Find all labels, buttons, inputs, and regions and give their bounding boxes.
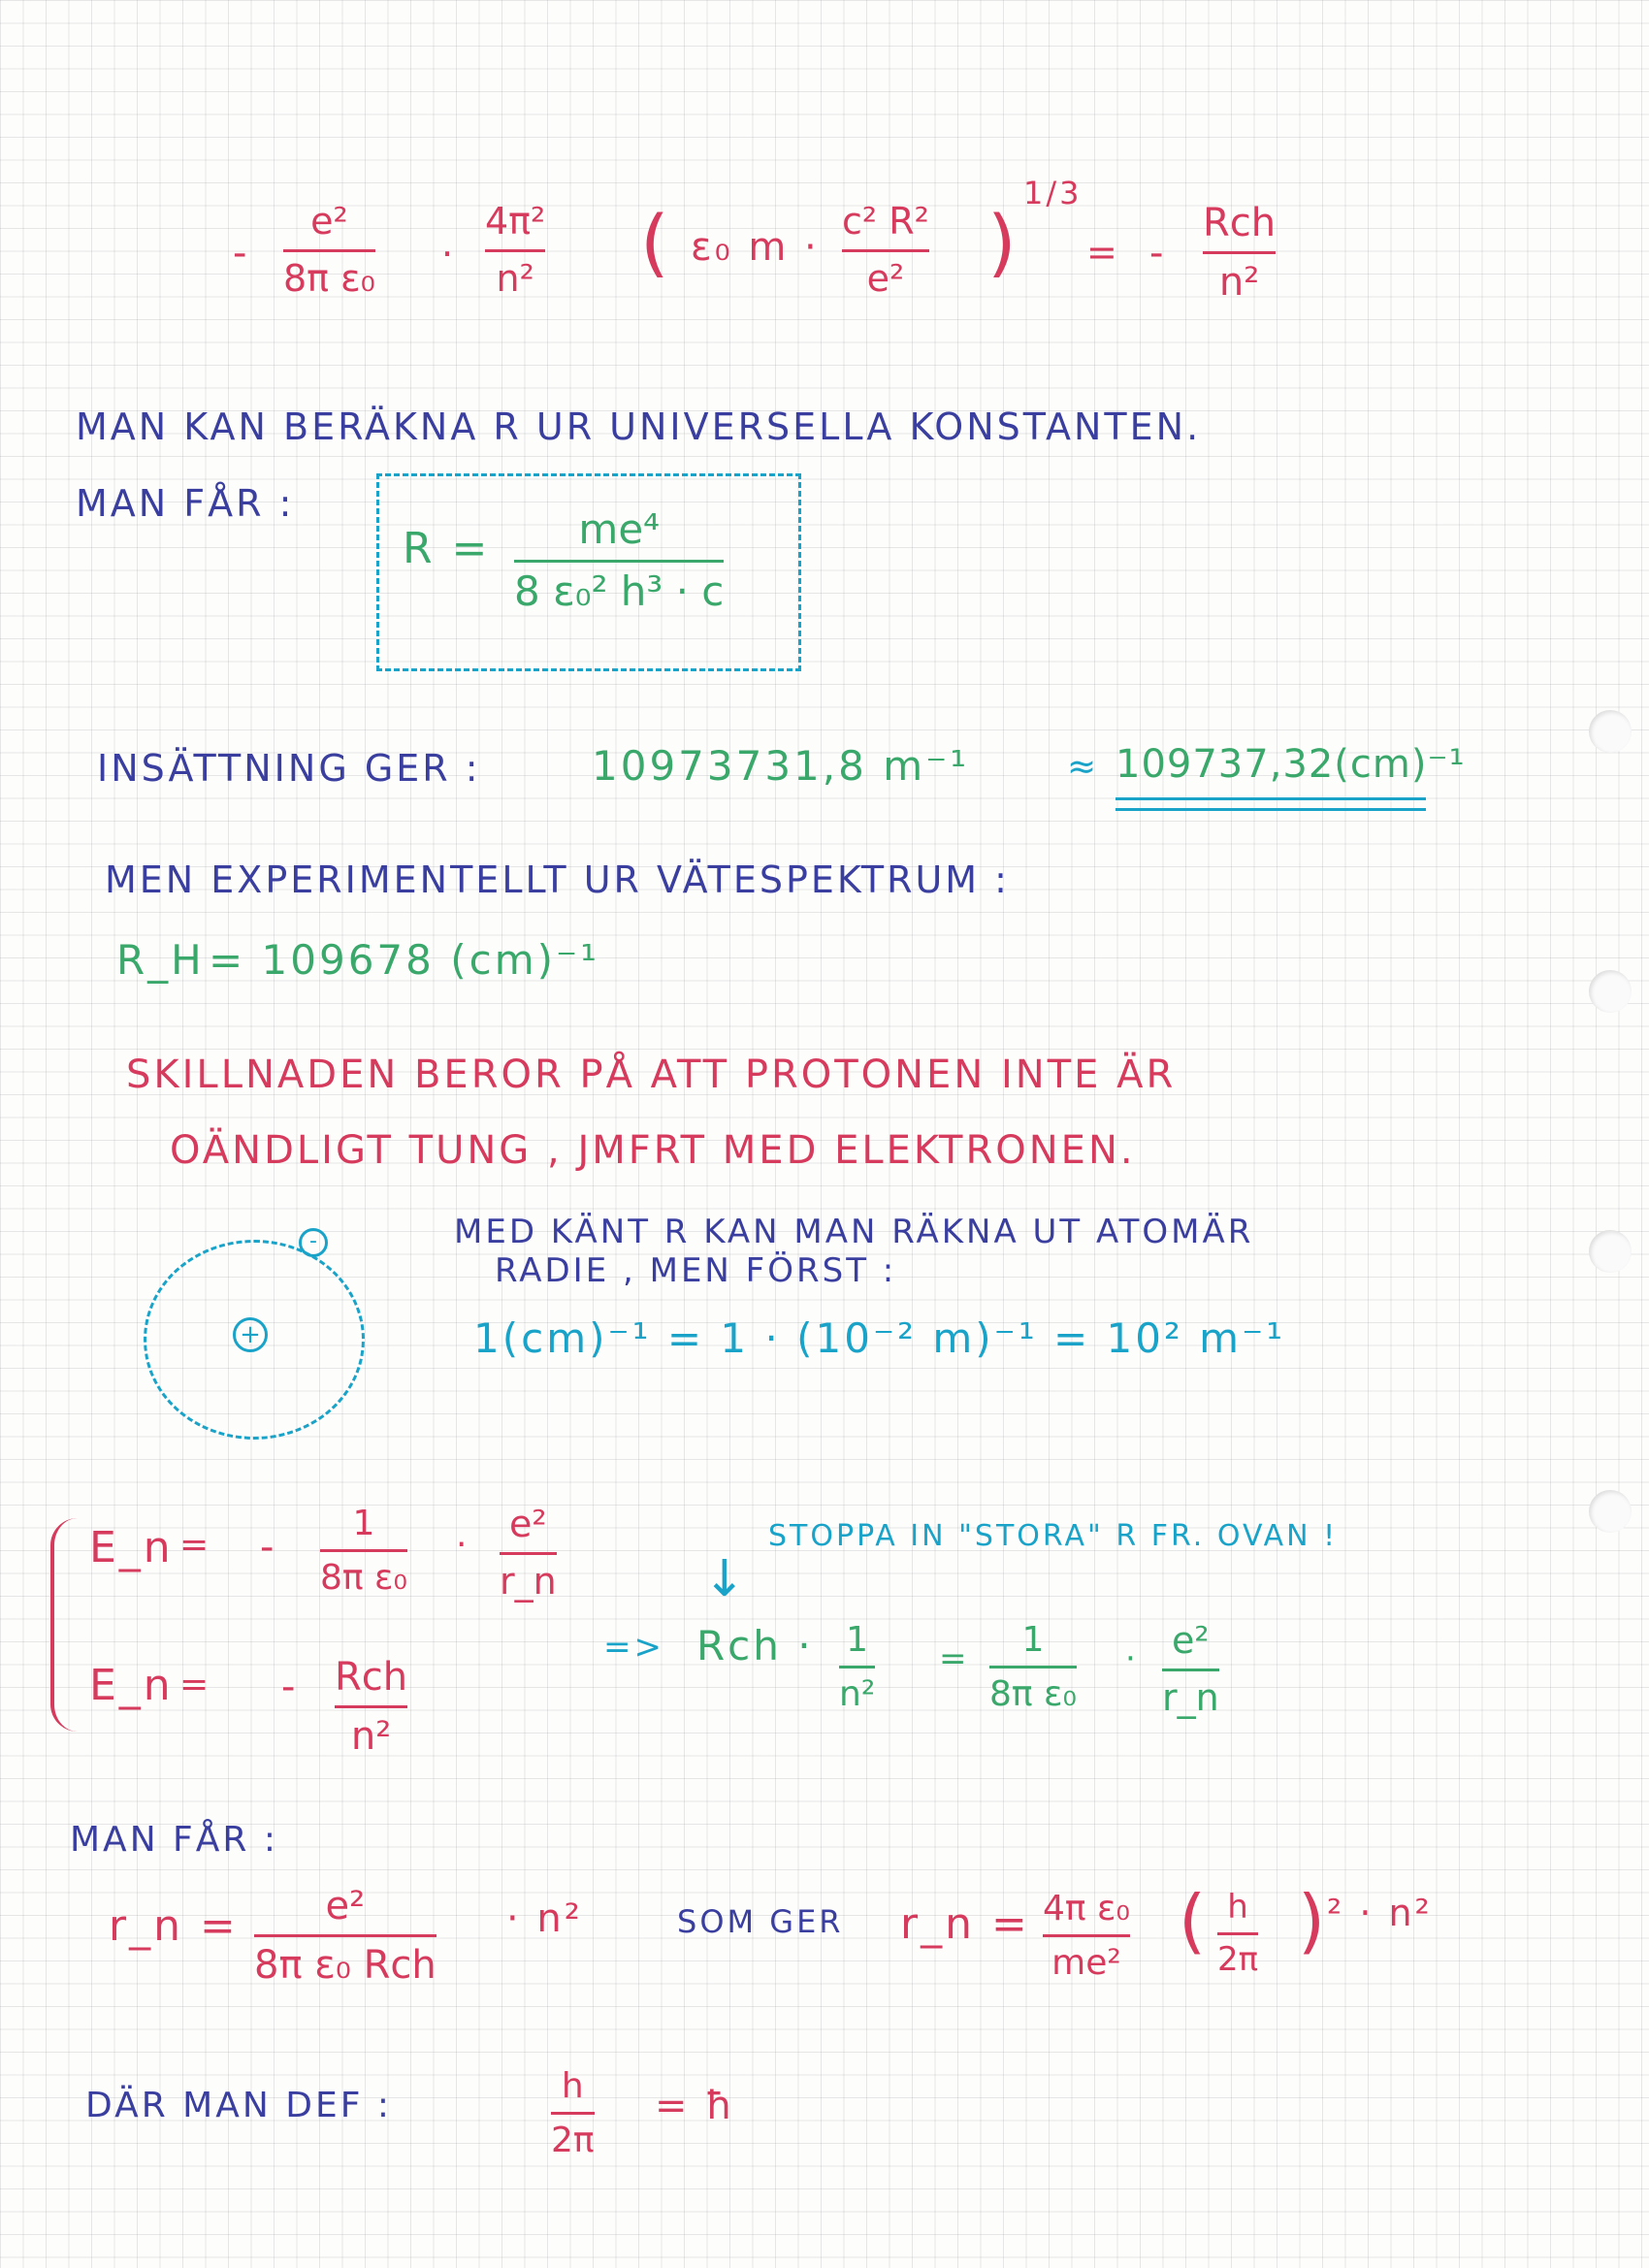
eq1-paren-body: ε₀ m ·	[691, 225, 820, 270]
implies-fraction-3	[1162, 1618, 1219, 1721]
electron-icon: -	[299, 1228, 328, 1257]
text-som-ger: SOM GER	[677, 1903, 844, 1940]
e1-eq: =	[179, 1525, 212, 1565]
rn2-h-num: h	[1227, 1888, 1248, 1927]
eq1-f2-num: 4π²	[485, 200, 546, 243]
insattning-approx: ≈	[1067, 747, 1100, 787]
rh-lhs: R_H	[116, 936, 205, 984]
dar-rhs: = ħ	[655, 2084, 736, 2128]
implies-eq: =	[939, 1639, 970, 1678]
eq1-fraction-4	[1203, 199, 1276, 307]
rn2-den: me²	[1051, 1943, 1121, 1983]
implies-fraction-1	[839, 1618, 875, 1716]
eq1-f4-den: n²	[1218, 260, 1260, 305]
insattning-approx-value: 109737,32(cm)⁻¹	[1116, 742, 1466, 787]
text-med-kant-2: RADIE , MEN FÖRST :	[495, 1251, 897, 1290]
binder-hole	[1589, 1490, 1632, 1533]
insattning-label: INSÄTTNING GER :	[97, 747, 481, 790]
eq1-f3-den: e²	[866, 256, 905, 300]
eq1-paren-open: (	[640, 199, 669, 285]
rn2-fraction	[1043, 1887, 1130, 1985]
binder-hole	[1589, 970, 1632, 1013]
rn2-num: 4π ε₀	[1043, 1889, 1130, 1928]
insattning-value: 10973731,8 m⁻¹	[592, 742, 970, 790]
boxed-num: me⁴	[578, 505, 660, 553]
text-line-universella: MAN KAN BERÄKNA R UR UNIVERSELLA KONSTANTEN.	[76, 405, 1202, 448]
eq1-f2-den: n²	[496, 256, 534, 300]
e1-fraction-1	[320, 1502, 407, 1600]
implies-dot: ·	[1125, 1639, 1139, 1678]
eq1-f3-num: c² R²	[842, 200, 929, 243]
implies-f3-den: r_n	[1162, 1675, 1219, 1719]
text-stoppa: STOPPA IN "STORA" R FR. OVAN !	[768, 1519, 1339, 1553]
eq1-sign: -	[233, 231, 250, 275]
nucleus-icon: +	[233, 1317, 268, 1352]
e1-f1-den: 8π ε₀	[320, 1558, 407, 1598]
eq1-exponent: 1/3	[1023, 175, 1083, 211]
eq1-fraction-1	[283, 199, 375, 302]
implies-rch: Rch ·	[696, 1622, 814, 1669]
text-man-far-1: MAN FÅR :	[76, 482, 295, 525]
boxed-fraction	[514, 504, 724, 617]
e2-lhs: E_n	[89, 1661, 174, 1710]
rn2-paren-close: )	[1298, 1880, 1326, 1961]
text-men-experimentellt: MEN EXPERIMENTELLT UR VÄTESPEKTRUM :	[105, 859, 1010, 901]
underline-1	[1116, 797, 1426, 800]
text-skillnaden-2: OÄNDLIGT TUNG , JMFRT MED ELEKTRONEN.	[170, 1128, 1136, 1173]
implies-fraction-2	[989, 1618, 1077, 1716]
implies-f1-den: n²	[839, 1674, 876, 1714]
implies-f1-num: 1	[846, 1620, 869, 1660]
rh-rhs: = 109678 (cm)⁻¹	[209, 936, 600, 984]
down-arrow-icon: ↓	[703, 1550, 746, 1608]
text-med-kant-1: MED KÄNT R KAN MAN RÄKNA UT ATOMÄR	[454, 1213, 1254, 1251]
eq1-fraction-2	[485, 199, 545, 302]
text-skillnaden-1: SKILLNADEN BEROR PÅ ATT PROTONEN INTE ÄR	[126, 1053, 1177, 1097]
rn2-tail: ² · n²	[1327, 1892, 1433, 1934]
e2-fraction	[335, 1653, 407, 1761]
rn-num: e²	[325, 1884, 366, 1928]
implies-f2-den: 8π ε₀	[989, 1674, 1077, 1714]
eq1-f4-num: Rch	[1203, 201, 1277, 245]
implies-f2-num: 1	[1021, 1620, 1045, 1660]
e2-den: n²	[350, 1714, 392, 1759]
rn2-h-fraction	[1217, 1887, 1258, 1980]
rn-fraction	[254, 1882, 436, 1990]
eq1-fraction-3	[842, 199, 929, 302]
boxed-den: 8 ε₀² h³ · c	[514, 567, 725, 615]
e1-lhs: E_n	[89, 1523, 174, 1572]
rn2-paren-open: (	[1179, 1880, 1207, 1961]
e1-f2-den: r_n	[500, 1559, 557, 1603]
binder-hole	[1589, 1230, 1632, 1273]
text-dar-man-def: DÄR MAN DEF :	[85, 2086, 392, 2125]
e2-sign: -	[281, 1665, 299, 1709]
e1-dot: ·	[456, 1525, 470, 1565]
e1-fraction-2	[500, 1502, 557, 1604]
e1-f1-num: 1	[352, 1504, 375, 1543]
rn2-h-den: 2π	[1217, 1939, 1259, 1979]
conversion-equation: 1(cm)⁻¹ = 1 · (10⁻² m)⁻¹ = 10² m⁻¹	[473, 1314, 1286, 1362]
implies-arrow: =>	[603, 1628, 664, 1667]
binder-hole	[1589, 710, 1632, 753]
e2-eq: =	[179, 1665, 212, 1704]
dar-fraction	[551, 2064, 595, 2162]
dar-den: 2π	[551, 2121, 595, 2160]
eq1-f1-num: e²	[310, 200, 348, 243]
implies-f3-num: e²	[1172, 1619, 1210, 1662]
e1-sign: -	[260, 1525, 277, 1570]
eq1-equals: =	[1086, 231, 1120, 274]
eq1-f1-den: 8π ε₀	[283, 256, 375, 300]
underline-2	[1116, 808, 1426, 811]
dar-num: h	[561, 2066, 584, 2106]
eq1-rhs-sign: -	[1149, 231, 1167, 275]
rn2-lhs: r_n =	[900, 1899, 1030, 1949]
boxed-lhs: R =	[403, 524, 491, 573]
e2-num: Rch	[335, 1655, 408, 1700]
e1-f2-num: e²	[509, 1503, 547, 1545]
system-brace	[50, 1518, 78, 1732]
rn-den: 8π ε₀ Rch	[254, 1943, 436, 1988]
eq1-paren-close: )	[987, 199, 1017, 285]
text-man-far-2: MAN FÅR :	[70, 1820, 278, 1860]
rn-tail: · n²	[506, 1896, 583, 1941]
rn-lhs: r_n =	[109, 1901, 239, 1951]
eq1-dot: ·	[441, 233, 457, 275]
